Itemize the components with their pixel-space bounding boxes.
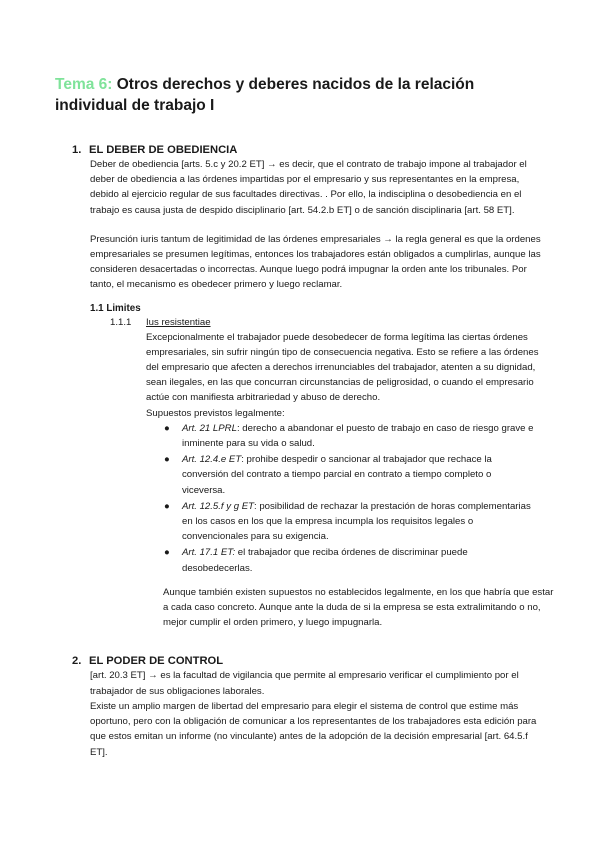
article-ref: Art. 21 LPRL	[182, 422, 237, 434]
subsection-1-1-1-heading	[110, 316, 540, 330]
document-title	[55, 74, 535, 116]
list-item	[162, 499, 537, 545]
ius-resistentiae-paragraph: Excepcionalmente el trabajador puede desobedecer de forma legítima las ciertas órdenes empresariales, sin sufrir ningún tipo de consecuencia negativa. Esto se refiere a las órdenes del empresario que afecten a derechos irrenunciables del trabajador, atenten a su dignidad, sean ilegales, en las que concurran circunstancias de peligrosidad, o cuando el empresario actúe con manifiesta arbitrariedad y abuso de derecho.	[146, 331, 539, 404]
section-1-heading	[55, 143, 540, 157]
section-2-paragraph-2: Existe un amplio margen de libertad del empresario para elegir el sistema de control que estime más oportuno, pero con la obligación de comunicar a los representantes de los trabajadores esta edición para que estos emitan un informe (no vinculante) antes de la adopción de la decisión empresarial [art. 64.5.f ET].	[90, 700, 537, 758]
section-1-number: 1.	[72, 144, 82, 156]
list-item-text: : posibilidad de rechazar la prestación de horas complementarias en los casos en los que la empresa incumpla los requisitos legales o convencionales para su exigencia.	[182, 500, 531, 543]
subsection-1-1-heading: 1.1 Limites	[90, 302, 141, 314]
subsection-1-1-1-number: 1.1.1	[110, 316, 132, 328]
list-item	[162, 545, 537, 575]
list-item-text: el trabajador que reciba órdenes de discriminar puede desobedecerlas.	[182, 547, 468, 574]
section-1-paragraph-1: Deber de obediencia [arts. 5.c y 20.2 ET] → es decir, que el contrato de trabajo impone al trabajador el deber de obediencia a las órdenes impartidas por el empresario y sus representantes en la empresa, debido al ejercicio regular de sus facultades directivas. . Por ello, la indisciplina o desobediencia en el trabajo es causa justa de despido disciplinario [art. 54.2.b ET] o de sanción disciplinaria [art. 58 ET].	[90, 159, 527, 216]
title-text: Otros derechos y deberes nacidos de la relación individual de trabajo I	[55, 76, 475, 114]
section-2-number: 2.	[72, 655, 82, 668]
article-ref: Art. 17.1 ET:	[182, 547, 236, 559]
section-2-paragraph-1: [art. 20.3 ET] → es la facultad de vigilancia que permite al empresario verificar el cumplimiento por el trabajador de sus obligaciones laborales.	[90, 670, 519, 697]
bullet-icon: ●	[164, 454, 170, 466]
supuestos-list	[162, 421, 537, 576]
list-item	[162, 421, 537, 451]
closing-paragraph: Aunque también existen supuestos no establecidos legalmente, en los que habría que estar a cada caso concreto. Aunque ante la duda de si la empresa se esta extralimitando o no, mejor cumplir el orden primero, y luego impugnarla.	[163, 586, 554, 629]
section-1-paragraph-2: Presunción iuris tantum de legitimidad de las órdenes empresariales → la regla general es que la ordenes empresariales se presumen legítimas, entonces los trabajadores están obligados a cumplirlas, aunque las consideren desacertadas o incorrectas. Aunque luego podrá impugnar la orden ante los tribunales. Por tanto, el mecanismo es obedecer primero y luego reclamar.	[90, 233, 541, 291]
bullet-icon: ●	[164, 422, 170, 434]
list-item	[162, 452, 537, 498]
tema-label: Tema 6:	[55, 76, 113, 93]
section-2-title: EL PODER DE CONTROL	[89, 655, 224, 668]
supuestos-label: Supuestos previstos legalmente:	[146, 407, 285, 419]
bullet-icon: ●	[164, 547, 170, 559]
subsection-1-1-1-title: Ius resistentiae	[146, 316, 211, 328]
article-ref: Art. 12.5.f y g ET	[182, 500, 254, 512]
bullet-icon: ●	[164, 500, 170, 512]
article-ref: Art. 12.4.e ET	[182, 454, 242, 466]
section-1-title: EL DEBER DE OBEDIENCIA	[89, 144, 238, 156]
list-item-text: : prohibe despedir o sancionar al trabajador que rechace la conversión del contrato a tiempo parcial en contrato a tiempo completo o viceversa.	[182, 454, 492, 496]
section-2-heading	[55, 654, 540, 668]
list-item-text: : derecho a abandonar el puesto de trabajo en caso de riesgo grave e inminente para su vida o salud.	[182, 422, 534, 450]
